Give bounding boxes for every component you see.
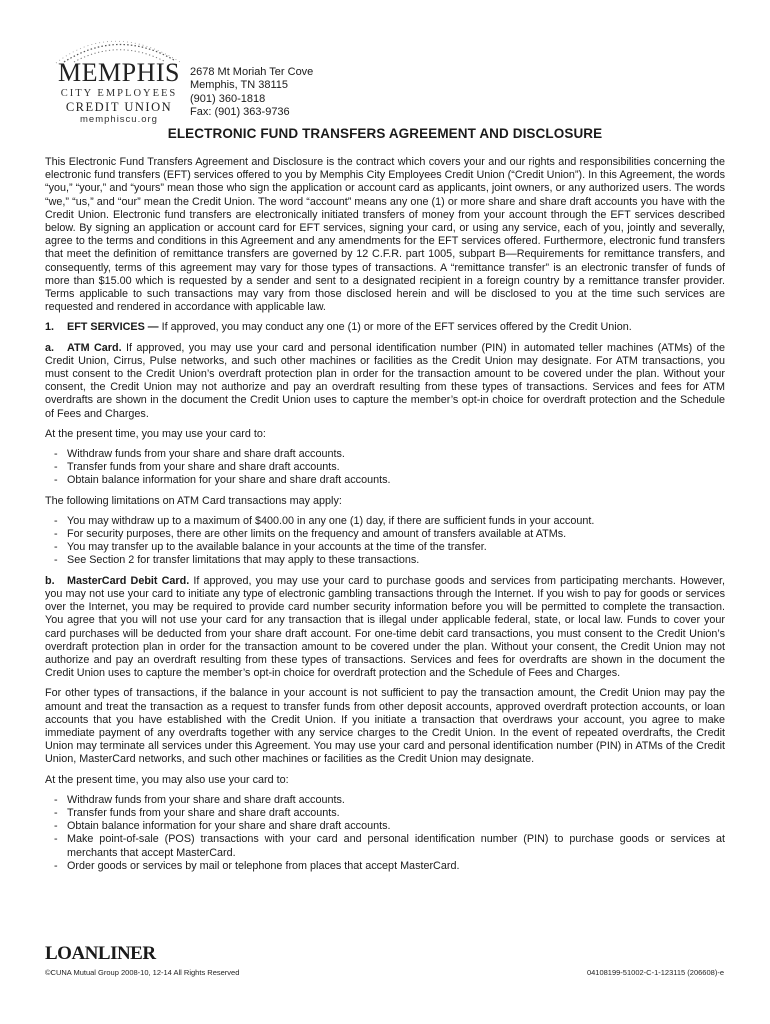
list-item: - Obtain balance information for your share and share draft accounts.: [54, 820, 391, 833]
list-item: - For security purposes, there are other limits on the frequency and amount of transfers available at ATMs.: [54, 528, 567, 541]
document-body: [45, 156, 725, 880]
bullet-dash: -: [54, 859, 58, 872]
bullet-dash: -: [54, 793, 58, 806]
section-b-paragraph-2: For other types of transactions, if the balance in your account is not sufficient to pay the transaction amount, the Credit Union may pay the amount and treat the transaction as a request to transfer funds from other deposit accounts, approved overdraft protection accounts, or loan accounts that you have established with the Credit Union. If you initiate a transaction that overdraws your account, you agree to make immediate payment of any overdrafts together with any service charges to the Credit Union. In the event of repeated overdrafts, the Credit Union may terminate all services under this Agreement. You may use your card and personal identification number (PIN) in ATMs of the Credit Union, MasterCard networks, and such other machines or facilities as the Credit Union may designate.: [45, 687, 725, 766]
copyright-notice: ©CUNA Mutual Group 2008-10, 12-14 All Rights Reserved: [45, 968, 240, 977]
bullet-dash: -: [54, 514, 58, 527]
section-b: [45, 575, 725, 681]
list-item: - Order goods or services by mail or telephone from places that accept MasterCard.: [54, 859, 460, 872]
section-b-number: b.: [45, 574, 55, 587]
section-b-heading: MasterCard Debit Card.: [67, 574, 190, 587]
bullet-dash: -: [54, 474, 58, 487]
form-code: 04108199-51002-C-1-123115 (206608)-e: [586, 968, 724, 977]
section-1-heading: EFT SERVICES —: [67, 321, 159, 334]
loanliner-logo-text: LOANLINER: [45, 943, 156, 964]
bullet-dash: -: [54, 554, 58, 567]
section-a-text: If approved, you may use your card and personal identification number (PIN) in automated teller machines (ATMs) of the Credit Union, Cirrus, Pulse networks, and such other machines or facilities as the Credit Union may designate. For ATM transactions, you must consent to the Credit Union’s overdraft protection plan in order for the transaction amount to be covered under the plan. Without your consent, the Credit Union may not authorize and pay an overdraft resulting from these types of transactions. Services and fees for ATM overdrafts are shown in the document the Credit Union uses to capture the member’s opt-in choice for overdraft protection and the Schedule of Fees and Charges.: [45, 341, 725, 420]
bullet-dash: -: [54, 461, 58, 474]
list-item: - Make point-of-sale (POS) transactions with your card and personal identification number (PIN) to purchase goods or services at merchants that accept MasterCard.: [54, 833, 725, 859]
section-a: [45, 342, 725, 421]
debit-uses-list: [45, 794, 725, 873]
atm-uses-list: [45, 448, 725, 488]
bullet-dash: -: [54, 806, 58, 819]
bullet-dash: -: [54, 820, 58, 833]
atm-limits-lead: The following limitations on ATM Card transactions may apply:: [45, 494, 342, 507]
section-a-heading: ATM Card.: [67, 341, 122, 354]
list-item: - You may transfer up to the available balance in your accounts at the time of the transfer.: [54, 541, 487, 554]
list-item: - Withdraw funds from your share and share draft accounts.: [54, 793, 345, 806]
credit-union-logo: [52, 34, 184, 125]
logo-url: memphiscu.org: [80, 114, 158, 125]
address-phone: (901) 360-1818: [190, 92, 266, 105]
section-1-number: 1.: [45, 321, 55, 334]
bullet-dash: -: [54, 448, 58, 461]
page-title: ELECTRONIC FUND TRANSFERS AGREEMENT AND DISCLOSURE: [167, 126, 603, 141]
section-a-lead: At the present time, you may use your card to:: [45, 427, 266, 440]
section-b-lead: At the present time, you may also use your card to:: [45, 773, 289, 786]
logo-subtitle-2: CREDIT UNION: [65, 100, 173, 114]
loanliner-logo: [45, 944, 155, 964]
list-item: - Withdraw funds from your share and share draft accounts.: [54, 448, 345, 461]
atm-limits-list: [45, 515, 725, 568]
list-item: - You may withdraw up to a maximum of $400.00 in any one (1) day, if there are sufficient funds in your account.: [54, 514, 595, 527]
list-item: - See Section 2 for transfer limitations that may apply to these transactions.: [54, 554, 420, 567]
logo-name: MEMPHIS: [58, 58, 180, 87]
bullet-dash: -: [54, 833, 58, 846]
address-city: Memphis, TN 38115: [190, 79, 289, 92]
list-item: - Transfer funds from your share and share draft accounts.: [54, 461, 340, 474]
address-street: 2678 Mt Moriah Ter Cove: [190, 66, 314, 78]
address-block: [190, 66, 313, 119]
list-item: - Obtain balance information for your share and share draft accounts.: [54, 474, 391, 487]
bullet-dash: -: [54, 541, 58, 554]
section-1-text: If approved, you may conduct any one (1) or more of the EFT services offered by the Credit Union.: [158, 321, 632, 334]
logo-subtitle: CITY EMPLOYEES: [60, 88, 178, 99]
bullet-dash: -: [54, 528, 58, 541]
section-1: [45, 321, 725, 334]
section-b-text: If approved, you may use your card to purchase goods and services from participating merchants. However, you may not use your card to initiate any type of electronic gambling transactions through the Internet. If you wish to pay for goods or services over the Internet, you may be required to provide card number security information before you will be permitted to complete the transaction. You agree that you will not use your card for any transaction that is illegal under applicable federal, state, or local law. Funds to cover your card purchases will be deducted from your share draft account. For one-time debit card transactions, you must consent to the Credit Union’s overdraft protection plan in order for the transaction amount to be covered under the plan. Without your consent, the Credit Union may not authorize and pay an overdraft resulting from these types of transactions. Services and fees for overdrafts are shown in the document the Credit Union uses to capture the member’s opt-in choice for overdraft protection and the Schedule of Fees and Charges.: [45, 574, 725, 680]
section-a-number: a.: [45, 341, 55, 354]
intro-paragraph: This Electronic Fund Transfers Agreement and Disclosure is the contract which covers your and our rights and responsibilities concerning the electronic fund transfers (EFT) services offered to you by Memphis City Employees Credit Union (“Credit Union”). In this Agreement, the words “you,” “your,” and “yours” mean those who sign the application or account card as applicants, joint owners, or any authorized users. The words “we,” “us,” and “our” mean the Credit Union. The word “account” means any one (1) or more share and share draft accounts you have with the Credit Union. Electronic fund transfers are electronically initiated transfers of money from your account through the EFT services described below. By signing an application or account card for EFT services, signing your card, or using any service, each of you, jointly and severally, agree to the terms and conditions in this Agreement and any amendments for the EFT services offered. Furthermore, electronic fund transfers that meet the definition of remittance transfers are governed by 12 C.F.R. part 1005, subpart B—Requirements for remittance transfers, and consequently, terms of this agreement may vary for those types of transactions. A “remittance transfer” is an electronic transfer of funds of more than $15.00 which is requested by a sender and sent to a designated recipient in a foreign country by a remittance transfer provider. Terms applicable to such transactions may vary from those disclosed herein and will be disclosed to you at the time such services are requested and rendered in accordance with applicable law.: [45, 156, 725, 314]
list-item: - Transfer funds from your share and share draft accounts.: [54, 806, 340, 819]
address-fax: Fax: (901) 363-9736: [190, 105, 290, 118]
